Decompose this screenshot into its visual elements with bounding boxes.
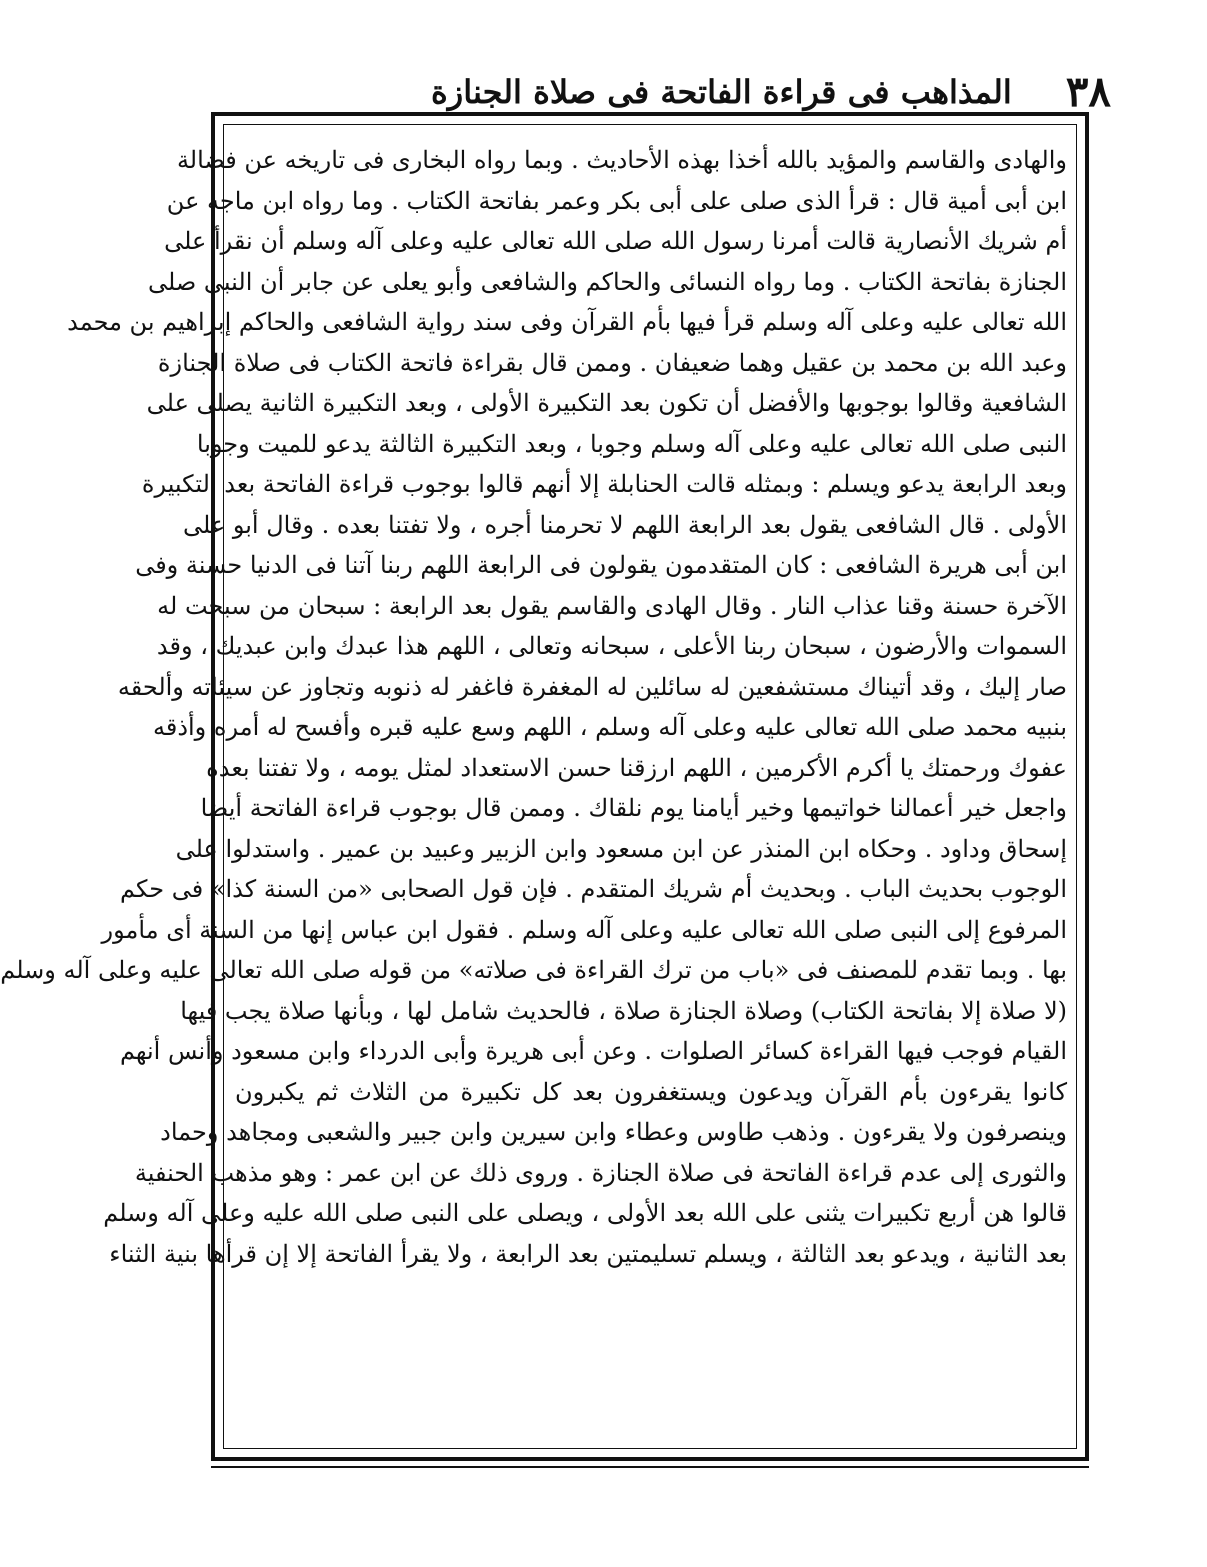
text-line: الشافعية وقالوا بوجوبها والأفضل أن تكون بعد التكبيرة الأولى ، وبعد التكبيرة الثانية يصلى على	[146, 389, 1067, 417]
text-line: كانوا يقرءون بأم القرآن ويدعون ويستغفرون بعد كل تكبيرة من الثلاث ثم يكبرون	[235, 1077, 1067, 1106]
body-text	[0, 140, 1067, 1450]
text-line: أم شريك الأنصارية قالت أمرنا رسول الله صلى الله تعالى عليه وعلى آله وسلم أن نقرأ على	[164, 227, 1067, 255]
text-line: والثورى إلى عدم قراءة الفاتحة فى صلاة الجنازة . وروى ذلك عن ابن عمر : وهو مذهب الحنفية	[134, 1158, 1067, 1187]
text-line: ابن أبى هريرة الشافعى : كان المتقدمون يقولون فى الرابعة اللهم ربنا آتنا فى الدنيا حسنة وفى	[135, 551, 1067, 579]
text-line: بعد الثانية ، ويدعو بعد الثالثة ، ويسلم تسليمتين بعد الرابعة ، ولا يقرأ الفاتحة إلا إن قرأها بنية الثناء	[109, 1239, 1067, 1268]
text-line: وعبد الله بن محمد بن عقيل وهما ضعيفان . وممن قال بقراءة فاتحة الكتاب فى صلاة الجنازة	[157, 348, 1067, 377]
text-line: ابن أبى أمية قال : قرأ الذى صلى على أبى بكر وعمر بفاتحة الكتاب . وما رواه ابن ماجه عن	[166, 186, 1067, 215]
text-line: الأولى . قال الشافعى يقول بعد الرابعة اللهم لا تحرمنا أجره ، ولا تفتنا بعده . وقال أبو على	[182, 510, 1067, 539]
text-line: الله تعالى عليه وعلى آله وسلم قرأ فيها بأم القرآن وفى سند رواية الشافعى والحاكم إبراهيم بن محمد	[67, 308, 1067, 336]
text-line: الآخرة حسنة وقنا عذاب النار . وقال الهادى والقاسم يقول بعد الرابعة : سبحان من سبحت له	[157, 591, 1067, 620]
text-line: وينصرفون ولا يقرءون . وذهب طاوس وعطاء وابن سيرين وابن جبير والشعبى ومجاهد وحماد	[160, 1118, 1067, 1146]
text-line: الوجوب بحديث الباب . وبحديث أم شريك المتقدم . فإن قول الصحابى «من السنة كذا» فى حكم	[120, 875, 1067, 903]
text-line: قالوا هن أربع تكبيرات يثنى على الله بعد الأولى ، ويصلى على النبى صلى الله عليه وعلى آله وسلم	[103, 1199, 1067, 1227]
running-head: المذاهب فى قراءة الفاتحة فى صلاة الجنازة	[431, 73, 1012, 111]
text-line: النبى صلى الله تعالى عليه وعلى آله وسلم وجوبا ، وبعد التكبيرة الثالثة يدعو للميت وجوبا	[196, 429, 1067, 458]
bottom-rule	[211, 1466, 1089, 1468]
text-line: وبعد الرابعة يدعو ويسلم : وبمثله قالت الحنابلة إلا أنهم قالوا بوجوب قراءة الفاتحة بعد التكبيرة	[141, 470, 1067, 498]
text-line: السموات والأرضون ، سبحان ربنا الأعلى ، سبحانه وتعالى ، اللهم هذا عبدك وابن عبديك ، وقد	[156, 632, 1067, 660]
page-number: ٣٨	[1065, 67, 1111, 116]
text-line: بها . وبما تقدم للمصنف فى «باب من ترك القراءة فى صلاته» من قوله صلى الله تعالى عليه وعلى آله وسلم	[0, 956, 1067, 984]
text-line: (لا صلاة إلا بفاتحة الكتاب) وصلاة الجنازة صلاة ، فالحديث شامل لها ، وبأنها صلاة يجب فيها	[180, 996, 1067, 1025]
text-line: عفوك ورحمتك يا أكرم الأكرمين ، اللهم ارزقنا حسن الاستعداد لمثل يومه ، ولا تفتنا بعده	[206, 753, 1067, 782]
text-line: واجعل خير أعمالنا خواتيمها وخير أيامنا يوم نلقاك . وممن قال بوجوب قراءة الفاتحة أيضا	[200, 794, 1067, 822]
text-line: القيام فوجب فيها القراءة كسائر الصلوات . وعن أبى هريرة وأبى الدرداء وابن مسعود وأنس أنهم	[119, 1037, 1067, 1065]
text-line: والهادى والقاسم والمؤيد بالله أخذا بهذه الأحاديث . وبما رواه البخارى فى تاريخه عن فضالة	[176, 146, 1067, 174]
text-line: المرفوع إلى النبى صلى الله تعالى عليه وعلى آله وسلم . فقول ابن عباس إنها من السنة أى مأمور	[101, 915, 1067, 944]
text-line: إسحاق وداود . وحكاه ابن المنذر عن ابن مسعود وابن الزبير وعبيد بن عمير . واستدلوا على	[175, 834, 1067, 863]
text-line: الجنازة بفاتحة الكتاب . وما رواه النسائى والحاكم والشافعى وأبو يعلى عن جابر أن النبى صلى	[147, 267, 1067, 296]
text-line: صار إليك ، وقد أتيناك مستشفعين له سائلين له المغفرة فاغفر له ذنوبه وتجاوز عن سيئاته وألحقه	[117, 672, 1067, 701]
text-line: بنبيه محمد صلى الله تعالى عليه وعلى آله وسلم ، اللهم وسع عليه قبره وأفسح له أمره وأذقه	[152, 713, 1067, 741]
